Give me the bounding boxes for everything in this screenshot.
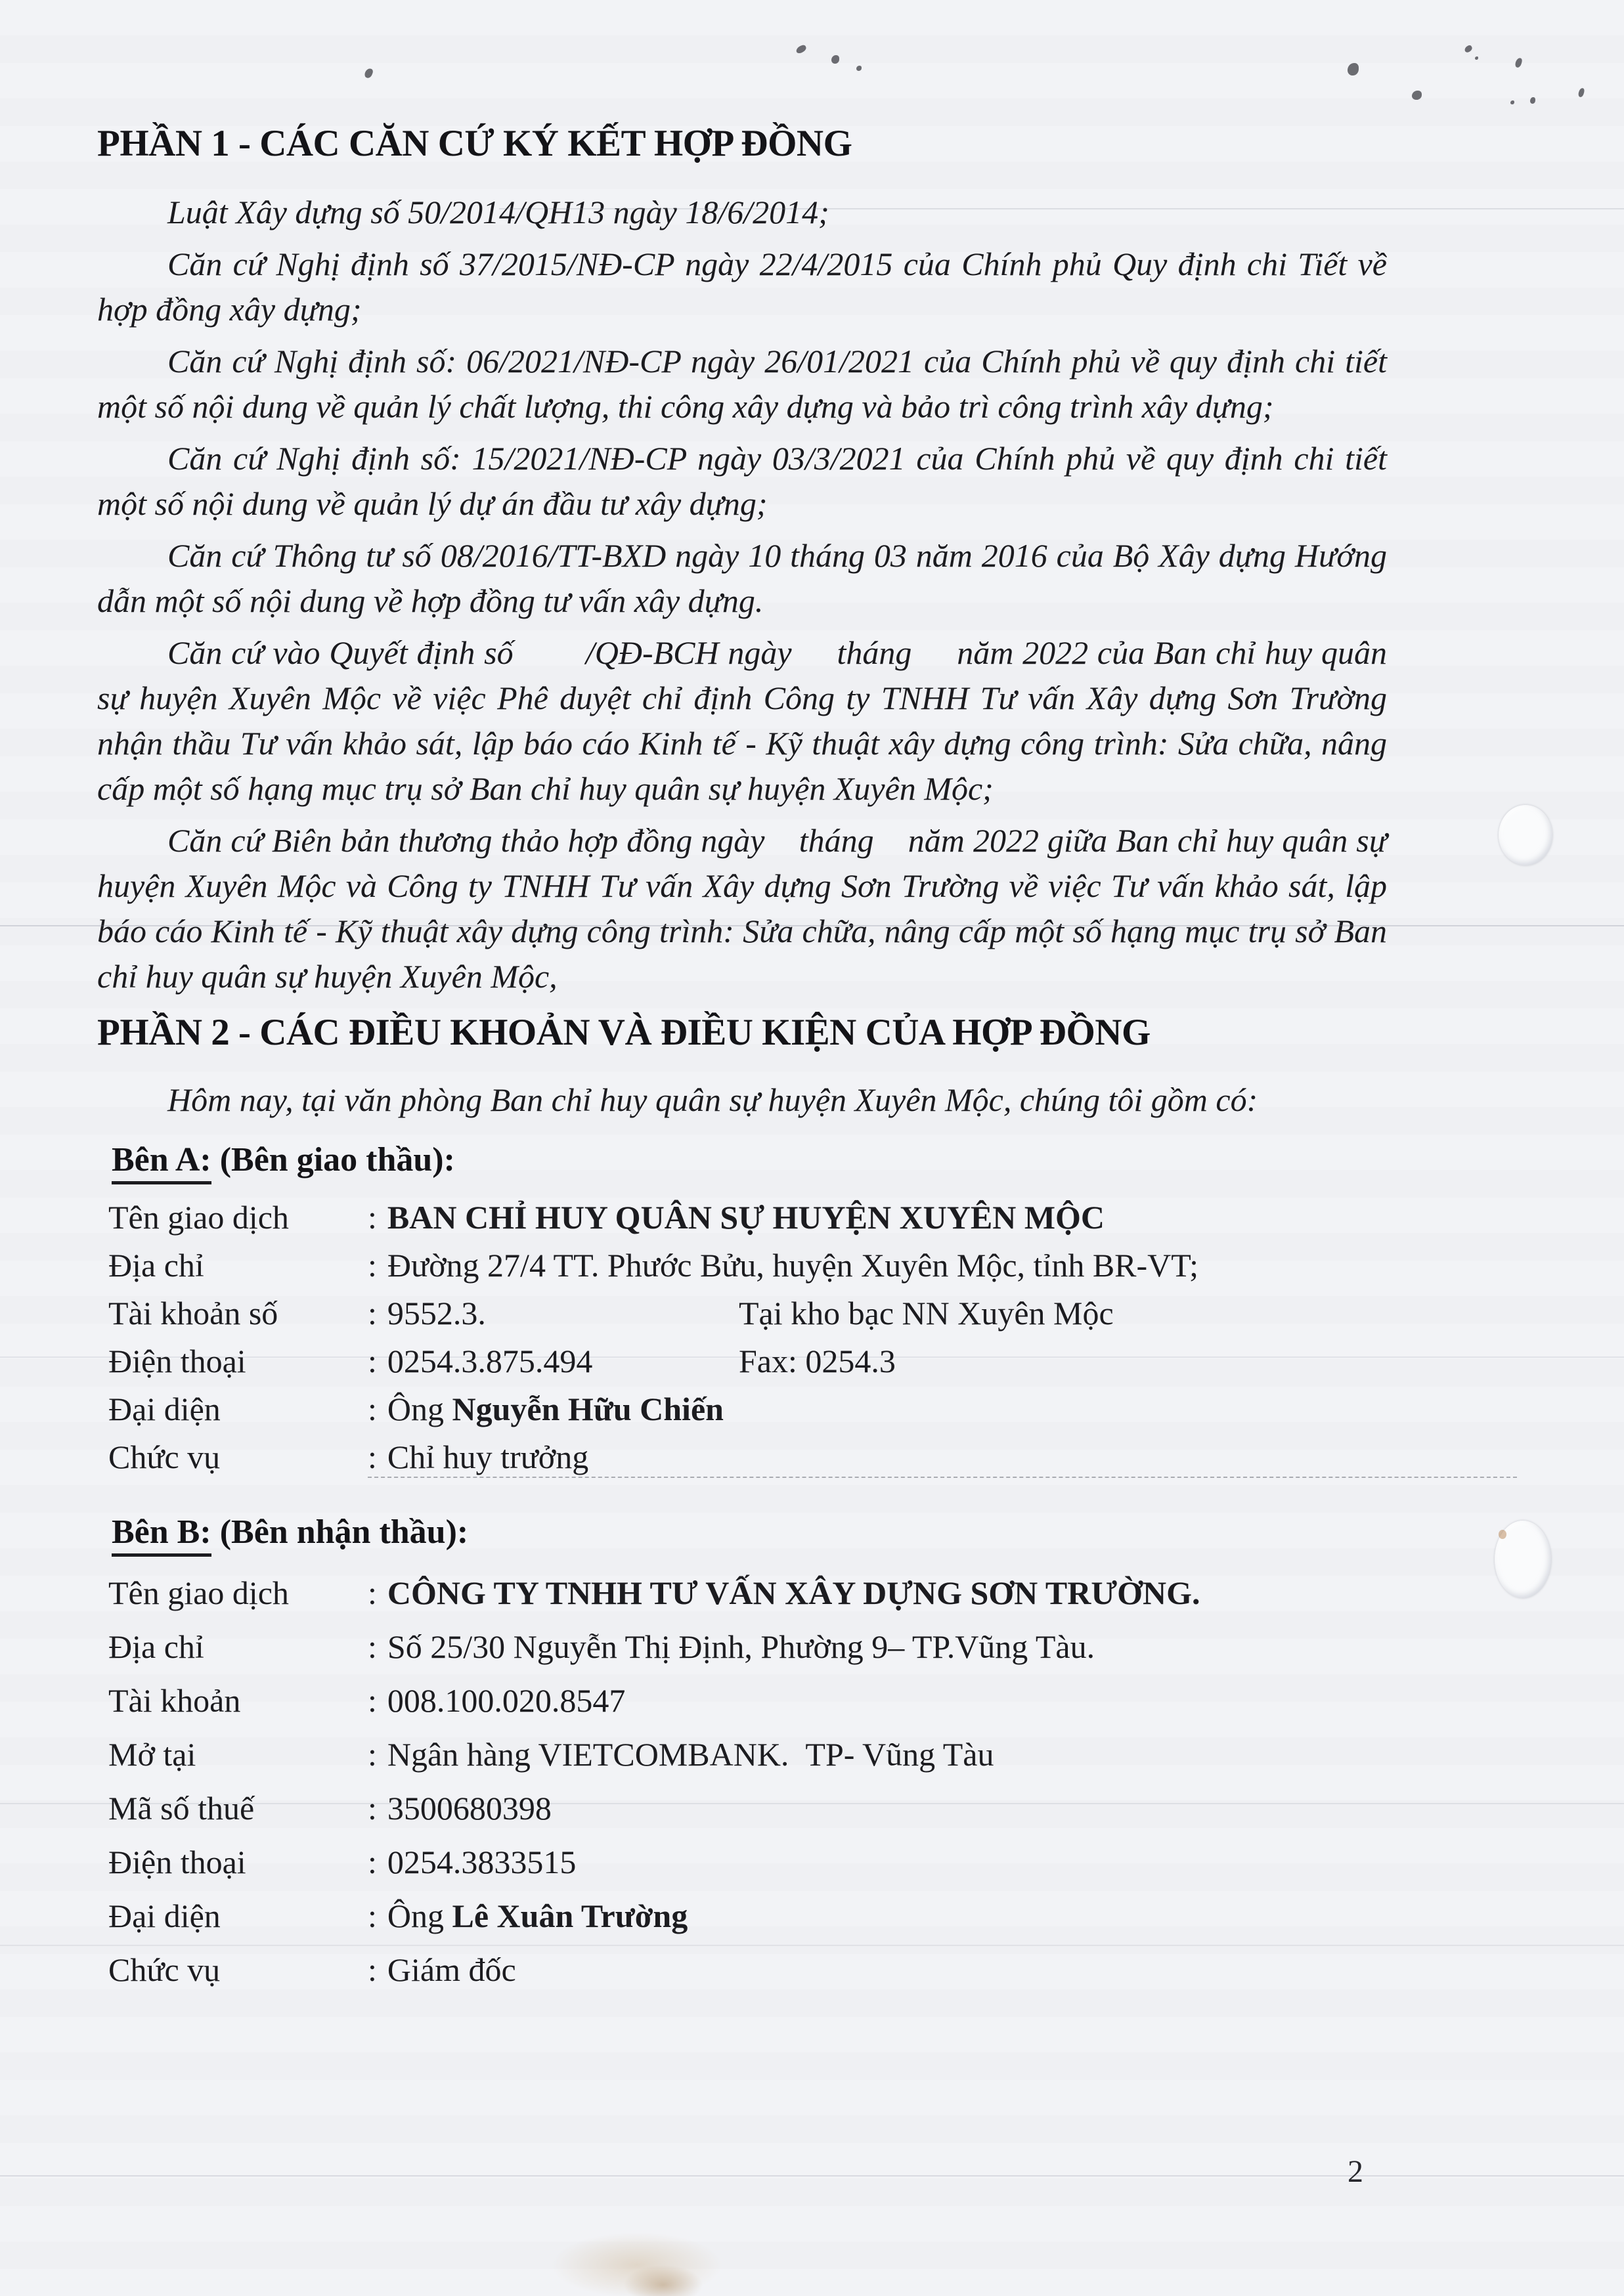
field-value: [368, 1433, 1387, 1481]
field-row-address: [108, 1242, 1387, 1289]
field-value: [368, 1674, 1387, 1727]
field-label: Tài khoản số: [108, 1295, 278, 1332]
field-row-position: [108, 1433, 1387, 1481]
field-row-account-number: [108, 1674, 1387, 1727]
field-label: Địa chỉ: [108, 1628, 204, 1665]
colon: :: [368, 1844, 377, 1880]
value-prefix: Ông: [387, 1391, 452, 1427]
party-b-name: Bên B:: [112, 1513, 211, 1557]
scan-line: [0, 925, 1624, 926]
value-text: 0254.3833515: [387, 1844, 577, 1880]
part2-heading: PHẦN 2 - CÁC ĐIỀU KHOẢN VÀ ĐIỀU KIỆN CỦA HỢP ĐỒNG: [97, 1012, 1151, 1053]
field-row-phone: [108, 1835, 1387, 1889]
value-text: Giám đốc: [387, 1951, 516, 1988]
field-label: Địa chỉ: [108, 1247, 204, 1284]
field-label: Chức vụ: [108, 1951, 221, 1988]
field-row-bank: [108, 1727, 1387, 1781]
field-row-representative: [108, 1385, 1387, 1433]
value-bold: Nguyễn Hữu Chiến: [452, 1391, 724, 1427]
value-bold: BAN CHỈ HUY QUÂN SỰ HUYỆN XUYÊN MỘC: [387, 1199, 1105, 1236]
paper-fleck: [1499, 1530, 1506, 1539]
colon: :: [368, 1391, 377, 1427]
party-b-details: [108, 1566, 1387, 1997]
value-text: 3500680398: [387, 1790, 552, 1827]
punch-hole: [1499, 805, 1552, 865]
colon: :: [368, 1574, 377, 1611]
field-value: [368, 1781, 1387, 1835]
value-bold: Lê Xuân Trường: [452, 1897, 688, 1934]
field-value-secondary: Fax: 0254.3: [739, 1343, 896, 1379]
field-value: [368, 1835, 1387, 1889]
field-row-representative: [108, 1889, 1387, 1943]
scan-line: [0, 2175, 1624, 2177]
field-label: Tài khoản: [108, 1682, 241, 1719]
field-label: Mã số thuế: [108, 1790, 255, 1827]
colon: :: [368, 1628, 377, 1665]
value-text: 008.100.020.8547: [387, 1682, 626, 1719]
party-a-heading: [112, 1140, 1387, 1184]
field-value: [368, 1385, 1387, 1433]
colon: :: [368, 1295, 377, 1332]
value-text: Số 25/30 Nguyễn Thị Định, Phường 9– TP.Vũng Tàu.: [387, 1628, 1095, 1665]
value-text: 0254.3.875.494: [387, 1343, 593, 1379]
value-text: Chỉ huy trưởng: [387, 1439, 589, 1475]
field-label: Điện thoại: [108, 1343, 246, 1379]
legal-basis-paragraph: Căn cứ Thông tư số 08/2016/TT-BXD ngày 10 tháng 03 năm 2016 của Bộ Xây dựng Hướng dẫn một số nội dung về hợp đồng tư vấn xây dựng.: [97, 537, 1387, 619]
field-row-trade-name: [108, 1566, 1387, 1620]
field-value: [368, 1620, 1387, 1674]
field-row-account-number: [108, 1289, 1387, 1337]
value-bold: CÔNG TY TNHH TƯ VẤN XÂY DỰNG SƠN TRƯỜNG.: [387, 1574, 1200, 1611]
colon: :: [368, 1199, 377, 1236]
part1-heading: PHẦN 1 - CÁC CĂN CỨ KÝ KẾT HỢP ĐỒNG: [97, 123, 852, 164]
field-label: Đại diện: [108, 1897, 221, 1934]
field-label: Chức vụ: [108, 1439, 221, 1475]
party-a-name: Bên A:: [112, 1140, 211, 1184]
legal-basis-paragraph: Căn cứ Nghị định số: 06/2021/NĐ-CP ngày 26/01/2021 của Chính phủ về quy định chi tiết một số nội dung về quản lý chất lượng, thi công xây dựng và bảo trì công trình xây dựng;: [97, 343, 1387, 425]
field-value: [368, 1943, 1387, 1997]
scan-speck: [1510, 100, 1514, 104]
legal-basis-paragraph: Căn cứ Nghị định số: 15/2021/NĐ-CP ngày 03/3/2021 của Chính phủ về quy định chi tiết một số nội dung về quản lý dự án đầu tư xây dựng;: [97, 440, 1387, 522]
scan-speck: [831, 55, 839, 64]
colon: :: [368, 1790, 377, 1827]
field-value: [368, 1566, 1387, 1620]
colon: :: [368, 1951, 377, 1988]
party-b-subtitle: (Bên nhận thầu):: [211, 1513, 469, 1551]
field-row-phone: [108, 1337, 1387, 1385]
legal-basis-paragraph: Căn cứ Biên bản thương thảo hợp đồng ngày tháng năm 2022 giữa Ban chỉ huy quân sự huyện Xuyên Mộc và Công ty TNHH Tư vấn Xây dựng Sơn Trường về việc Tư vấn khảo sát, lập báo cáo Kinh tế - Kỹ thuật xây dựng công trình: Sửa chữa, nâng cấp một số hạng mục trụ sở Ban chỉ huy quân sự huyện Xuyên Mộc,: [97, 822, 1387, 995]
colon: :: [368, 1343, 377, 1379]
party-a-details: [108, 1194, 1387, 1481]
colon: :: [368, 1247, 377, 1284]
field-value: [368, 1889, 1387, 1943]
colon: :: [368, 1439, 377, 1475]
scan-speck: [1348, 63, 1359, 76]
field-label: Đại diện: [108, 1391, 221, 1427]
field-row-tax-code: [108, 1781, 1387, 1835]
page-number: 2: [1348, 2154, 1363, 2189]
field-value-secondary: Tại kho bạc NN Xuyên Mộc: [739, 1295, 1114, 1332]
field-row-trade-name: [108, 1194, 1387, 1242]
field-value: [368, 1727, 1387, 1781]
value-text: 9552.3.: [387, 1295, 486, 1332]
colon: :: [368, 1682, 377, 1719]
field-label: Mở tại: [108, 1736, 196, 1773]
colon: :: [368, 1897, 377, 1934]
party-a-subtitle: (Bên giao thầu):: [211, 1141, 455, 1179]
legal-basis-paragraph: Căn cứ Nghị định số 37/2015/NĐ-CP ngày 22/4/2015 của Chính phủ Quy định chi Tiết về hợp đồng xây dựng;: [97, 246, 1387, 328]
legal-basis-paragraph: Căn cứ vào Quyết định số /QĐ-BCH ngày tháng năm 2022 của Ban chỉ huy quân sự huyện Xuyên Mộc về việc Phê duyệt chỉ định Công ty TNHH Tư vấn Xây dựng Sơn Trường nhận thầu Tư vấn khảo sát, lập báo cáo Kinh tế - Kỹ thuật xây dựng công trình: Sửa chữa, nâng cấp một số hạng mục trụ sở Ban chỉ huy quân sự huyện Xuyên Mộc;: [97, 634, 1387, 807]
value-text: Ngân hàng VIETCOMBANK. TP- Vũng Tàu: [387, 1736, 994, 1773]
field-value: [368, 1194, 1387, 1242]
legal-basis-paragraph: Luật Xây dựng số 50/2014/QH13 ngày 18/6/2014;: [167, 194, 829, 230]
field-label: Tên giao dịch: [108, 1574, 289, 1611]
field-row-address: [108, 1620, 1387, 1674]
colon: :: [368, 1736, 377, 1773]
party-b-heading: [112, 1513, 1387, 1557]
value-prefix: Ông: [387, 1897, 452, 1934]
intro-paragraph: Hôm nay, tại văn phòng Ban chỉ huy quân sự huyện Xuyên Mộc, chúng tôi gồm có:: [167, 1081, 1258, 1118]
scan-line: [499, 208, 1624, 209]
field-value: [368, 1242, 1387, 1289]
value-text: Đường 27/4 TT. Phước Bửu, huyện Xuyên Mộc, tỉnh BR-VT;: [387, 1247, 1198, 1284]
field-row-position: [108, 1943, 1387, 1997]
field-label: Điện thoại: [108, 1844, 246, 1880]
field-label: Tên giao dịch: [108, 1199, 289, 1236]
